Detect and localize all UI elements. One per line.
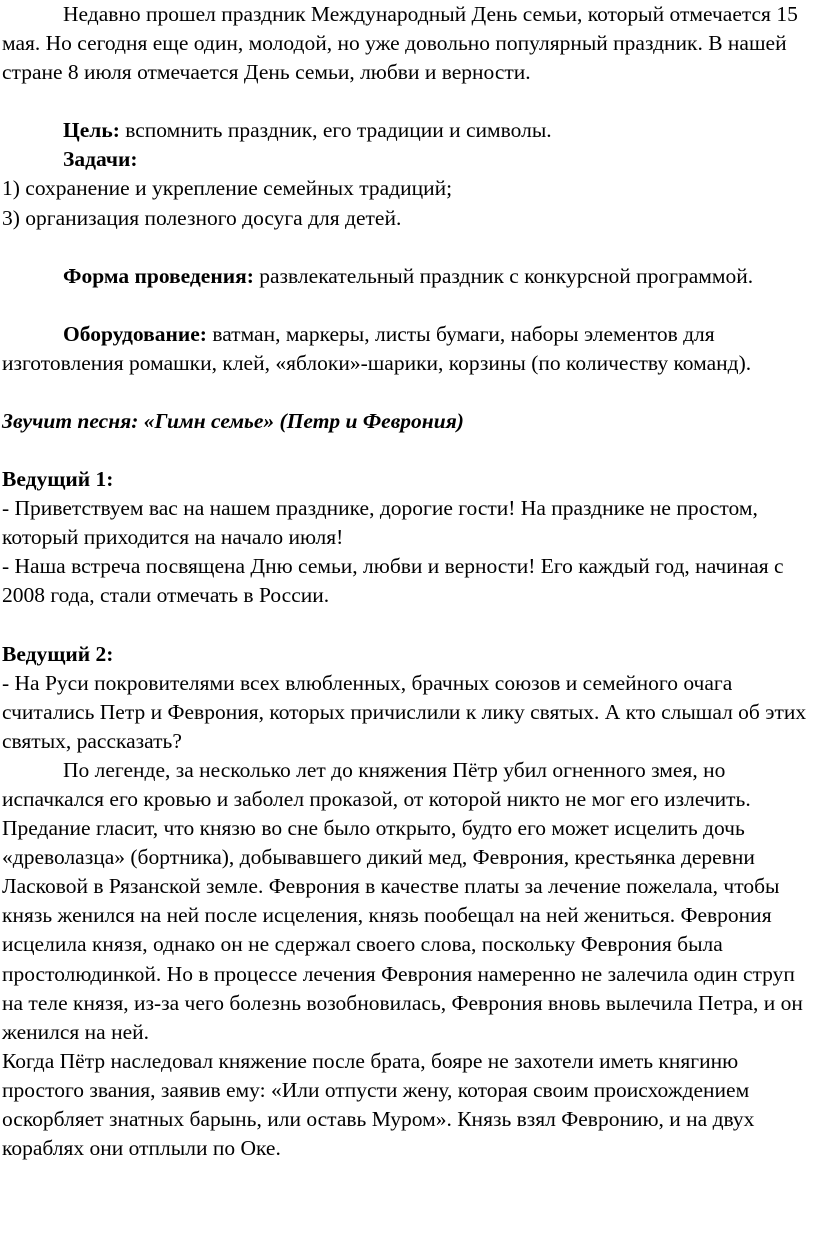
tasks-heading [2,145,812,174]
equipment-label: Оборудование: [63,321,207,346]
equipment-text: ватман, маркеры, листы бумаги, наборы элементов для изготовления ромашки, клей, «яблоки»-шарики, корзины (по количеству команд). [2,321,752,375]
spacer [2,87,812,116]
equipment-paragraph [2,320,812,378]
goal-paragraph [2,116,812,145]
host2-line: - На Руси покровителями всех влюбленных, брачных союзов и семейного очага считались Петр и Феврония, которых причислили к лику святых. А кто слышал об этих святых, рассказать? [2,670,807,753]
host2-label: Ведущий 2: [2,641,114,666]
goal-text: вспомнить праздник, его традиции и символы. [119,118,552,143]
task-item: 3) организация полезного досуга для детей. [2,205,402,230]
spacer [2,611,812,640]
goal-label: Цель: [63,118,120,143]
spacer [2,436,812,465]
host1-label: Ведущий 1: [2,467,114,492]
song-note: Звучит песня: «Гимн семье» (Петр и Феврония) [2,408,464,433]
host1-line: - Приветствуем вас на нашем празднике, дорогие гости! На празднике не простом, который приходится на начало июля! [2,496,758,550]
spacer [2,233,812,262]
form-label: Форма проведения: [63,263,254,288]
intro-paragraph: Недавно прошел праздник Международный День семьи, который отмечается 15 мая. Но сегодня еще один, молодой, но уже довольно популярный праздник. В нашей стране 8 июля отмечается День семьи, любви и верности. [2,2,798,85]
spacer [2,378,812,407]
tasks-label: Задачи: [63,147,138,172]
spacer [2,291,812,320]
form-paragraph [2,262,812,291]
continuation-paragraph: Когда Пётр наследовал княжение после брата, бояре не захотели иметь княгиню простого звания, заявив ему: «Или отпусти жену, которая своим происхождением оскорбляет знатных барынь, или оставь Муром». Князь взял Февронию, и на двух кораблях они отплыли по Оке. [2,1048,755,1161]
host1-line: - Наша встреча посвящена Дню семьи, любви и верности! Его каждый год, начиная с 2008 года, стали отмечать в России. [2,554,784,608]
legend-paragraph: По легенде, за несколько лет до княжения Пётр убил огненного змея, но испачкался его кровью и заболел проказой, от которой никто не мог его излечить. Предание гласит, что князю во сне было открыто, будто его может исцелить дочь «древолазца» (бортника), добывавшего дикий мед, Феврония, крестьянка деревни Ласковой в Рязанской земле. Феврония в качестве платы за лечение пожелала, чтобы князь женился на ней после исцеления, князь пообещал на ней жениться. Феврония исцелила князя, однако он не сдержал своего слова, поскольку Феврония была простолюдинкой. Но в процессе лечения Феврония намеренно не залечила один струп на теле князя, из-за чего болезнь возобновилась, Феврония вновь вылечила Петра, и он женился на ней. [2,757,803,1044]
form-text: развлекательный праздник с конкурсной программой. [253,263,754,288]
task-item: 1) сохранение и укрепление семейных традиций; [2,176,453,201]
